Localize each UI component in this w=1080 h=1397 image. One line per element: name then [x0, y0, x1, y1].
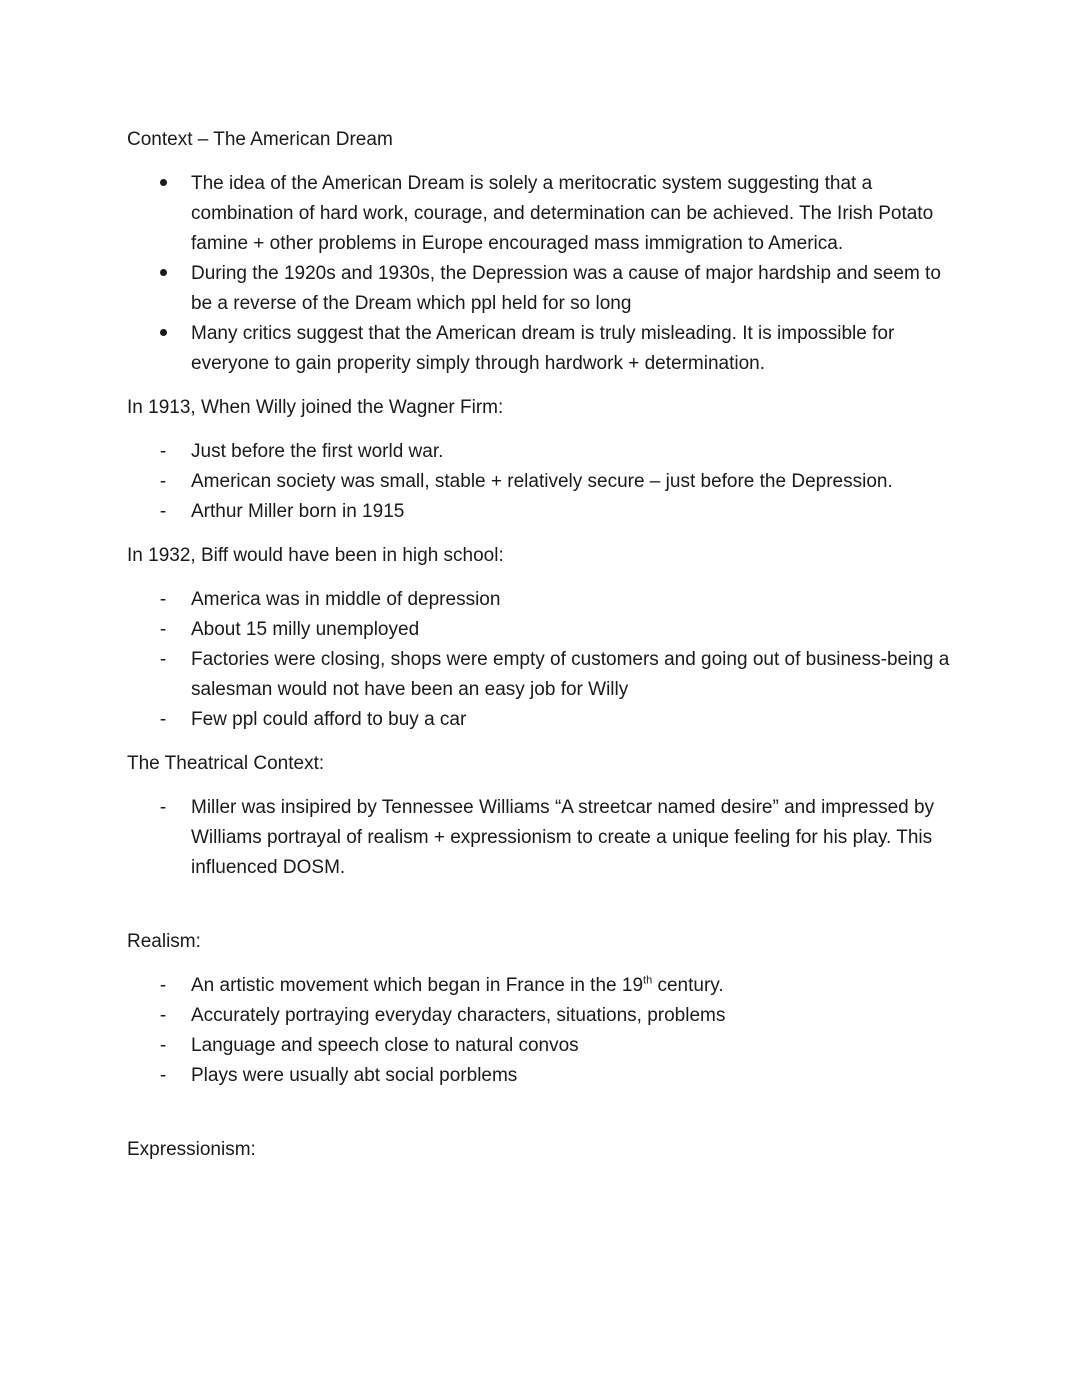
list-item-text: American society was small, stable + relatively secure – just before the Depression.	[191, 471, 893, 492]
list-1932	[127, 585, 957, 735]
spacer	[127, 155, 957, 169]
spacer	[127, 527, 957, 541]
list-item	[127, 169, 957, 259]
dash-icon: -	[159, 649, 167, 670]
list-item	[127, 1001, 957, 1031]
spacer	[127, 1091, 957, 1135]
list-item-text: About 15 milly unemployed	[191, 619, 420, 640]
list-1913	[127, 437, 957, 527]
list-item	[127, 1061, 957, 1091]
list-item-text: During the 1920s and 1930s, the Depression was a cause of major hardship and seem to be a reverse of the Dream which ppl held for so long	[191, 263, 941, 314]
list-item	[127, 971, 957, 1001]
dash-icon: -	[159, 709, 167, 730]
document-page	[127, 125, 957, 1165]
list-item-text: Factories were closing, shops were empty of customers and going out of business-being a salesman would not have been an easy job for Willy	[191, 649, 950, 700]
list-item	[127, 1031, 957, 1061]
dash-icon: -	[159, 589, 167, 610]
list-item	[127, 645, 957, 705]
list-realism	[127, 971, 957, 1091]
heading-theatrical-context: The Theatrical Context:	[127, 753, 325, 774]
dash-icon: -	[159, 471, 167, 492]
list-item	[127, 467, 957, 497]
dash-icon: -	[159, 975, 167, 996]
dash-icon: -	[159, 501, 167, 522]
bullet-icon	[157, 169, 169, 199]
heading-1913: In 1913, When Willy joined the Wagner Firm:	[127, 397, 504, 418]
list-item-text: Just before the first world war.	[191, 441, 444, 462]
dash-icon: -	[159, 619, 167, 640]
list-item	[127, 793, 957, 883]
list-item	[127, 437, 957, 467]
dash-icon: -	[159, 1005, 167, 1026]
list-item-text: Many critics suggest that the American dream is truly misleading. It is impossible for everyone to gain properity simply through hardwork + determination.	[191, 323, 895, 374]
text-segment: An artistic movement which began in France in the 19	[191, 975, 644, 996]
list-item-text: Arthur Miller born in 1915	[191, 501, 405, 522]
american-dream-bullet-list	[127, 169, 957, 379]
heading-expressionism: Expressionism:	[127, 1139, 256, 1160]
heading-1932: In 1932, Biff would have been in high school:	[127, 545, 504, 566]
heading-realism: Realism:	[127, 931, 201, 952]
list-item	[127, 615, 957, 645]
list-item-text: Plays were usually abt social porblems	[191, 1065, 518, 1086]
dash-icon: -	[159, 441, 167, 462]
dash-icon: -	[159, 797, 167, 818]
dash-icon: -	[159, 1065, 167, 1086]
dash-icon: -	[159, 1035, 167, 1056]
list-item	[127, 259, 957, 319]
list-item-text: The idea of the American Dream is solely a meritocratic system suggesting that a combination of hard work, courage, and determination can be achieved. The Irish Potato famine + other problems in Europe encouraged mass immigration to America.	[191, 173, 934, 254]
list-item-text: Miller was insipired by Tennessee Williams “A streetcar named desire” and impressed by Williams portrayal of realism + expressionism to create a unique feeling for his play. This influenced DOSM.	[191, 797, 935, 878]
list-item	[127, 705, 957, 735]
list-item-text: Accurately portraying everyday characters, situations, problems	[191, 1005, 726, 1026]
spacer	[127, 735, 957, 749]
list-item-text	[191, 975, 724, 996]
spacer	[127, 423, 957, 437]
spacer	[127, 571, 957, 585]
heading-context-american-dream: Context – The American Dream	[127, 129, 393, 150]
list-item-text: America was in middle of depression	[191, 589, 501, 610]
spacer	[127, 957, 957, 971]
list-theatrical	[127, 793, 957, 883]
bullet-icon	[157, 259, 169, 289]
list-item-text: Language and speech close to natural convos	[191, 1035, 579, 1056]
list-item-text: Few ppl could afford to buy a car	[191, 709, 467, 730]
list-item	[127, 497, 957, 527]
text-segment: century.	[652, 975, 724, 996]
spacer	[127, 883, 957, 927]
list-item	[127, 319, 957, 379]
superscript: th	[643, 974, 653, 987]
list-item	[127, 585, 957, 615]
spacer	[127, 779, 957, 793]
spacer	[127, 379, 957, 393]
bullet-icon	[157, 319, 169, 349]
